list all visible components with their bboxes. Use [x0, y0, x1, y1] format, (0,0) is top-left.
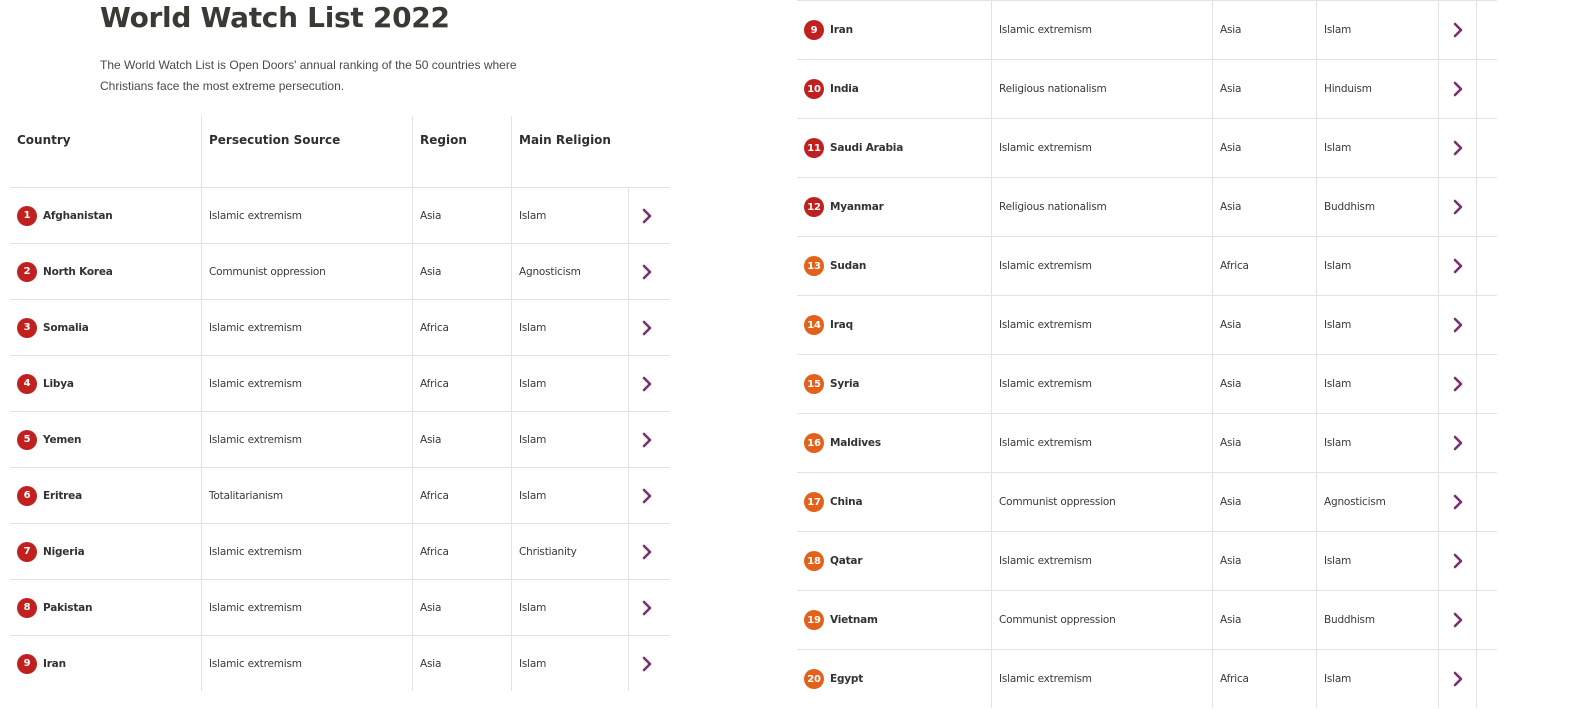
table-row[interactable]	[10, 523, 670, 579]
country-cell	[10, 580, 201, 635]
country-cell	[797, 650, 991, 708]
row-link[interactable]	[1438, 178, 1477, 236]
table-row[interactable]	[10, 187, 670, 243]
country-name: Iraq	[830, 319, 853, 331]
country-name: India	[830, 83, 859, 95]
main-religion-cell: Hinduism	[1316, 60, 1438, 118]
chevron-right-icon[interactable]	[1449, 21, 1467, 39]
rank-badge: 4	[17, 374, 37, 394]
table-row[interactable]	[10, 411, 670, 467]
rank-badge: 9	[804, 20, 824, 40]
country-name: Iran	[43, 657, 66, 670]
country-cell	[10, 636, 201, 691]
region-cell: Africa	[412, 468, 511, 523]
country-cell	[797, 296, 991, 354]
column-header-main-religion: Main Religion	[511, 116, 628, 187]
table-body-left	[10, 187, 670, 691]
table-row[interactable]	[797, 590, 1497, 649]
region-cell: Asia	[1212, 60, 1316, 118]
main-religion-cell: Islam	[511, 188, 628, 243]
row-link[interactable]	[1438, 296, 1477, 354]
chevron-right-icon[interactable]	[638, 487, 656, 505]
table-row[interactable]	[797, 236, 1497, 295]
persecution-source-cell: Islamic extremism	[991, 119, 1212, 177]
ranking-table-left	[10, 116, 670, 691]
region-cell: Asia	[412, 244, 511, 299]
table-row[interactable]	[797, 354, 1497, 413]
table-body-right	[797, 0, 1497, 708]
country-name: Maldives	[830, 437, 881, 449]
rank-badge: 19	[804, 610, 824, 630]
country-cell	[797, 178, 991, 236]
region-cell: Asia	[1212, 591, 1316, 649]
persecution-source-cell: Communist oppression	[201, 244, 412, 299]
country-name: Nigeria	[43, 545, 85, 558]
country-cell	[797, 1, 991, 59]
table-row[interactable]	[797, 295, 1497, 354]
chevron-right-icon[interactable]	[1449, 375, 1467, 393]
persecution-source-cell: Islamic extremism	[991, 414, 1212, 472]
table-row[interactable]	[797, 649, 1497, 708]
main-religion-cell: Islam	[1316, 532, 1438, 590]
persecution-source-cell: Islamic extremism	[201, 524, 412, 579]
persecution-source-cell: Islamic extremism	[201, 356, 412, 411]
main-religion-cell: Buddhism	[1316, 178, 1438, 236]
country-cell	[10, 300, 201, 355]
region-cell: Africa	[1212, 650, 1316, 708]
table-row[interactable]	[10, 579, 670, 635]
persecution-source-cell: Islamic extremism	[991, 650, 1212, 708]
row-link[interactable]	[628, 468, 664, 523]
persecution-source-cell: Religious nationalism	[991, 60, 1212, 118]
rank-badge: 8	[17, 598, 37, 618]
column-header-persecution-source: Persecution Source	[201, 116, 412, 187]
rank-badge: 6	[17, 486, 37, 506]
main-religion-cell: Agnosticism	[1316, 473, 1438, 531]
chevron-right-icon[interactable]	[1449, 434, 1467, 452]
rank-badge: 3	[17, 318, 37, 338]
page-title: World Watch List 2022	[100, 1, 450, 34]
country-cell	[797, 414, 991, 472]
chevron-right-icon[interactable]	[638, 543, 656, 561]
country-name: Libya	[43, 377, 74, 390]
row-link[interactable]	[628, 412, 664, 467]
persecution-source-cell: Communist oppression	[991, 591, 1212, 649]
chevron-right-icon[interactable]	[1449, 670, 1467, 688]
region-cell: Africa	[412, 300, 511, 355]
column-header-country: Country	[17, 133, 71, 147]
main-religion-cell: Agnosticism	[511, 244, 628, 299]
row-link[interactable]	[1438, 532, 1477, 590]
ranking-table-right	[797, 0, 1497, 708]
persecution-source-cell: Islamic extremism	[991, 296, 1212, 354]
table-row[interactable]	[797, 59, 1497, 118]
region-cell: Asia	[412, 636, 511, 691]
rank-badge: 1	[17, 206, 37, 226]
row-link[interactable]	[1438, 473, 1477, 531]
row-link[interactable]	[628, 300, 664, 355]
column-header-region: Region	[412, 116, 511, 187]
country-name: Syria	[830, 378, 860, 390]
persecution-source-cell: Islamic extremism	[201, 580, 412, 635]
rank-badge: 9	[17, 654, 37, 674]
persecution-source-cell: Communist oppression	[991, 473, 1212, 531]
rank-badge: 13	[804, 256, 824, 276]
main-religion-cell: Islam	[511, 636, 628, 691]
chevron-right-icon[interactable]	[638, 431, 656, 449]
region-cell: Asia	[412, 580, 511, 635]
country-cell	[10, 356, 201, 411]
row-link[interactable]	[1438, 237, 1477, 295]
row-link[interactable]	[628, 244, 664, 299]
chevron-right-icon[interactable]	[638, 207, 656, 225]
row-link[interactable]	[1438, 355, 1477, 413]
region-cell: Asia	[1212, 355, 1316, 413]
rank-badge: 12	[804, 197, 824, 217]
country-name: Eritrea	[43, 489, 82, 502]
region-cell: Asia	[1212, 473, 1316, 531]
country-cell	[797, 237, 991, 295]
chevron-right-icon[interactable]	[1449, 257, 1467, 275]
persecution-source-cell: Islamic extremism	[201, 300, 412, 355]
main-religion-cell: Islam	[1316, 119, 1438, 177]
country-name: Somalia	[43, 321, 89, 334]
country-cell	[10, 412, 201, 467]
region-cell: Asia	[1212, 532, 1316, 590]
table-row[interactable]	[797, 177, 1497, 236]
country-cell	[797, 532, 991, 590]
table-row[interactable]	[797, 0, 1497, 59]
country-cell	[10, 244, 201, 299]
persecution-source-cell: Islamic extremism	[201, 636, 412, 691]
row-link[interactable]	[1438, 119, 1477, 177]
chevron-right-icon[interactable]	[1449, 198, 1467, 216]
country-cell	[797, 119, 991, 177]
table-row[interactable]	[10, 635, 670, 691]
country-cell	[797, 60, 991, 118]
country-name: Yemen	[43, 433, 82, 446]
main-religion-cell: Islam	[511, 300, 628, 355]
country-name: Myanmar	[830, 201, 884, 213]
row-link[interactable]	[628, 188, 664, 243]
row-link[interactable]	[1438, 591, 1477, 649]
row-link[interactable]	[628, 524, 664, 579]
main-religion-cell: Islam	[1316, 237, 1438, 295]
table-row[interactable]	[797, 531, 1497, 590]
country-cell	[797, 473, 991, 531]
country-cell	[797, 591, 991, 649]
rank-badge: 7	[17, 542, 37, 562]
country-name: Sudan	[830, 260, 867, 272]
chevron-right-icon[interactable]	[638, 599, 656, 617]
chevron-right-icon[interactable]	[1449, 611, 1467, 629]
country-name: Saudi Arabia	[830, 142, 904, 154]
main-religion-cell: Islam	[1316, 296, 1438, 354]
chevron-right-icon[interactable]	[1449, 80, 1467, 98]
region-cell: Africa	[1212, 237, 1316, 295]
country-name: China	[830, 496, 863, 508]
rank-badge: 20	[804, 669, 824, 689]
country-cell	[10, 524, 201, 579]
rank-badge: 2	[17, 262, 37, 282]
main-religion-cell: Christianity	[511, 524, 628, 579]
country-cell	[10, 468, 201, 523]
country-name: Qatar	[830, 555, 863, 567]
rank-badge: 14	[804, 315, 824, 335]
country-cell	[10, 188, 201, 243]
row-link[interactable]	[628, 356, 664, 411]
region-cell: Asia	[412, 412, 511, 467]
rank-badge: 15	[804, 374, 824, 394]
main-religion-cell: Buddhism	[1316, 591, 1438, 649]
intro-text: The World Watch List is Open Doors' annual ranking of the 50 countries where Christians face the most extreme persecution.	[100, 58, 517, 93]
main-religion-cell: Islam	[1316, 355, 1438, 413]
row-link[interactable]	[1438, 60, 1477, 118]
chevron-right-icon[interactable]	[1449, 316, 1467, 334]
region-cell: Africa	[412, 524, 511, 579]
main-religion-cell: Islam	[511, 468, 628, 523]
chevron-right-icon[interactable]	[638, 319, 656, 337]
rank-badge: 10	[804, 79, 824, 99]
chevron-right-icon[interactable]	[638, 375, 656, 393]
main-religion-cell: Islam	[1316, 650, 1438, 708]
region-cell: Asia	[1212, 178, 1316, 236]
table-header	[10, 116, 670, 187]
row-link[interactable]	[1438, 1, 1477, 59]
persecution-source-cell: Islamic extremism	[991, 355, 1212, 413]
row-link[interactable]	[1438, 650, 1477, 708]
rank-badge: 18	[804, 551, 824, 571]
chevron-right-icon[interactable]	[638, 263, 656, 281]
row-link[interactable]	[628, 580, 664, 635]
region-cell: Africa	[412, 356, 511, 411]
main-religion-cell: Islam	[511, 580, 628, 635]
country-name: Iran	[830, 24, 853, 36]
country-name: Pakistan	[43, 601, 93, 614]
rank-badge: 17	[804, 492, 824, 512]
rank-badge: 16	[804, 433, 824, 453]
table-row[interactable]	[797, 472, 1497, 531]
chevron-right-icon[interactable]	[1449, 552, 1467, 570]
main-religion-cell: Islam	[511, 356, 628, 411]
chevron-right-icon[interactable]	[1449, 139, 1467, 157]
rank-badge: 11	[804, 138, 824, 158]
country-cell	[797, 355, 991, 413]
persecution-source-cell: Islamic extremism	[201, 188, 412, 243]
region-cell: Asia	[1212, 119, 1316, 177]
persecution-source-cell: Islamic extremism	[991, 237, 1212, 295]
main-religion-cell: Islam	[511, 412, 628, 467]
persecution-source-cell: Islamic extremism	[991, 532, 1212, 590]
country-name: Vietnam	[830, 614, 878, 626]
region-cell: Asia	[1212, 1, 1316, 59]
chevron-right-icon[interactable]	[638, 655, 656, 673]
country-name: Egypt	[830, 673, 864, 685]
region-cell: Asia	[1212, 414, 1316, 472]
table-row[interactable]	[10, 299, 670, 355]
row-link[interactable]	[1438, 414, 1477, 472]
table-row[interactable]	[797, 118, 1497, 177]
chevron-right-icon[interactable]	[1449, 493, 1467, 511]
persecution-source-cell: Religious nationalism	[991, 178, 1212, 236]
table-row[interactable]	[10, 355, 670, 411]
rank-badge: 5	[17, 430, 37, 450]
region-cell: Asia	[1212, 296, 1316, 354]
persecution-source-cell: Islamic extremism	[991, 1, 1212, 59]
main-religion-cell: Islam	[1316, 1, 1438, 59]
table-row[interactable]	[10, 243, 670, 299]
main-religion-cell: Islam	[1316, 414, 1438, 472]
table-row[interactable]	[797, 413, 1497, 472]
region-cell: Asia	[412, 188, 511, 243]
country-name: Afghanistan	[43, 209, 113, 222]
persecution-source-cell: Islamic extremism	[201, 412, 412, 467]
table-row[interactable]	[10, 467, 670, 523]
row-link[interactable]	[628, 636, 664, 691]
persecution-source-cell: Totalitarianism	[201, 468, 412, 523]
country-name: North Korea	[43, 265, 113, 278]
